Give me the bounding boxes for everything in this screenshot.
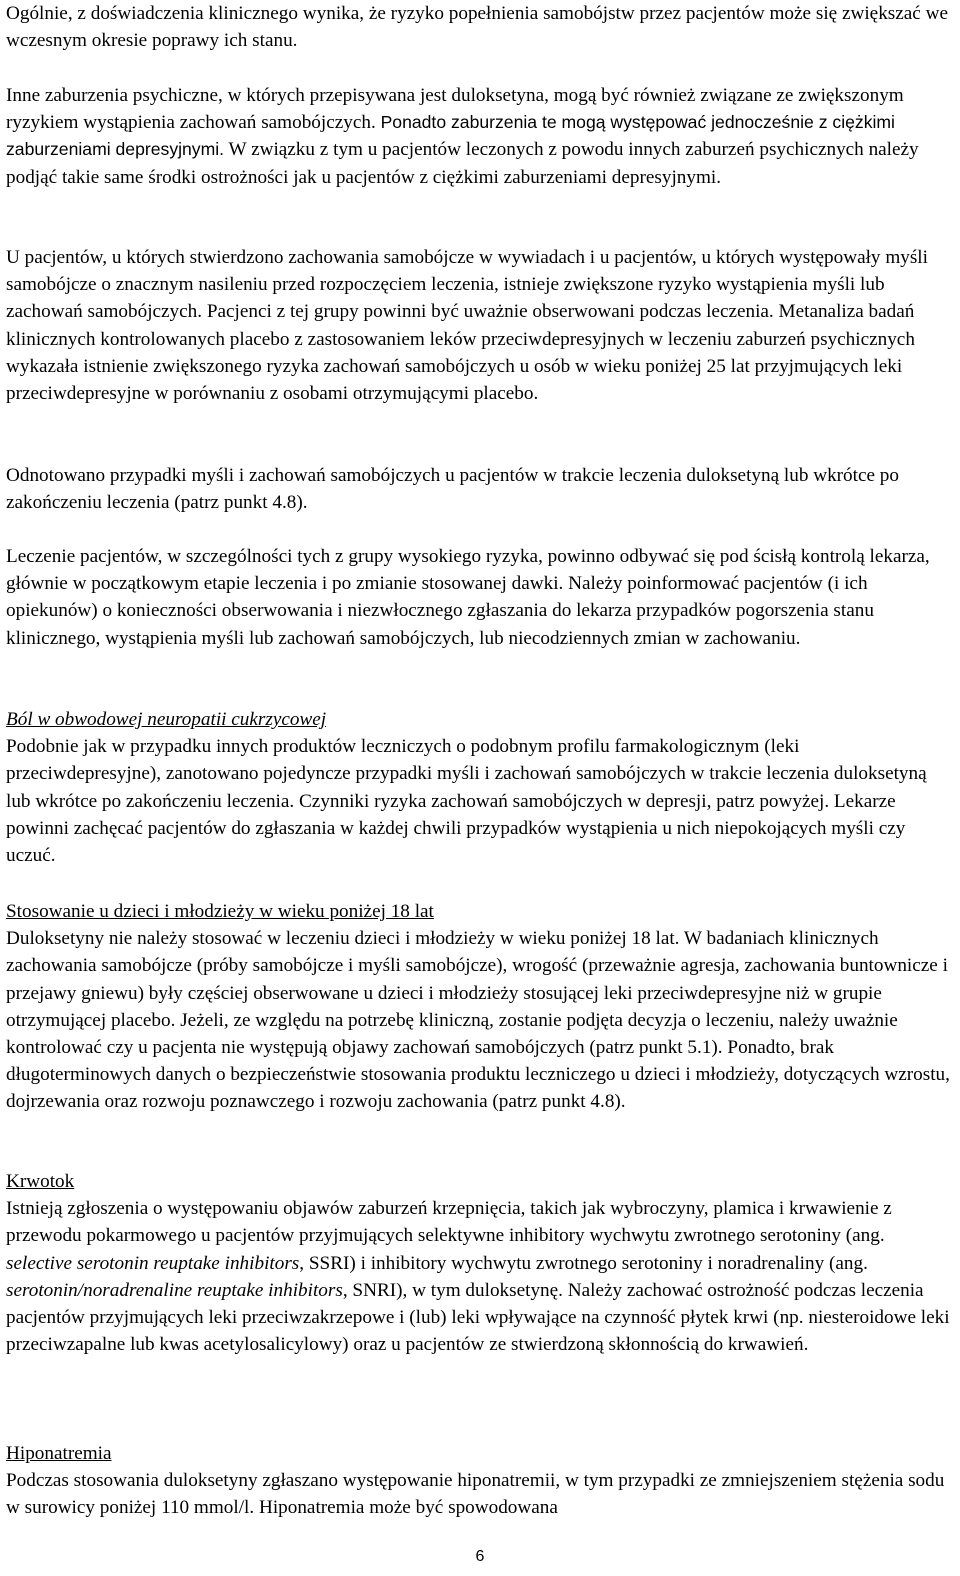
body-text: Istnieją zgłoszenia o występowaniu objawów zaburzeń krzepnięcia, takich jak wybroczyny, plamica i krwawienie z przewodu pokarmowego u pacjentów przyjmujących selektywne inhibitory wychwytu zwrotnego serotoniny (ang. — [6, 1198, 892, 1247]
paragraph-other-psychiatric-disorders — [6, 82, 950, 191]
section-heading: Ból w obwodowej neuropatii cukrzycowej — [6, 709, 327, 730]
paragraph-suicide-risk-early-improvement: Ogólnie, z doświadczenia klinicznego wynika, że ryzyko popełnienia samobójstw przez pacjentów może się zwiększać we wczesnym okresie poprawy ich stanu. — [6, 3, 948, 52]
section-heading: Krwotok — [6, 1171, 75, 1192]
section-body: Podobnie jak w przypadku innych produktów leczniczych o podobnym profilu farmakologicznym (leki przeciwdepresyjne), zanotowano pojedyncze przypadki myśli i zachowań samobójczych w trakcie leczenia duloksetyną lub wkrótce po zakończeniu leczenia. Czynniki ryzyka zachowań samobójczych w depresji, patrz powyżej. Lekarze powinni zachęcać pacjentów do zgłaszania w każdej chwili przypadków wystąpienia u nich niepokojących myśli czy uczuć. — [6, 736, 927, 867]
section-diabetic-neuropathy — [6, 706, 950, 869]
body-text: , SSRI) i inhibitory wychwytu zwrotnego serotoniny i noradrenaliny (ang. — [299, 1252, 868, 1274]
paragraph-text-sans: Ponadto zaburzenia te mogą występować jednocześnie z ciężkimi zaburzeniami depresyjnymi. — [6, 112, 895, 160]
section-paediatric-use — [6, 898, 950, 1116]
section-heading: Hiponatremia — [6, 1443, 112, 1464]
paragraph-text: Inne zaburzenia psychiczne, w których przepisywana jest duloksetyna, mogą być również związane ze zwiększonym ryzykiem wystąpienia zachowań samobójczych. — [6, 85, 904, 134]
body-text-italic: serotonin/noradrenaline reuptake inhibitors — [6, 1279, 343, 1301]
section-body — [6, 1195, 950, 1358]
section-heading: Stosowanie u dzieci i młodzieży w wieku poniżej 18 lat — [6, 901, 434, 922]
paragraph-close-supervision: Leczenie pacjentów, w szczególności tych z grupy wysokiego ryzyka, powinno odbywać się pod ścisłą kontrolą lekarza, głównie w początkowym etapie leczenia i po zmianie stosowanej dawki. Należy poinformować pacjentów (i ich opiekunów) o konieczności obserwowania i niezwłocznego zgłaszania do lekarza przypadków pogorszenia stanu klinicznego, wystąpienia myśli lub zachowań samobójczych, lub niecodziennych zmian w zachowaniu. — [6, 546, 930, 649]
body-text: , SNRI), w tym duloksetynę. Należy zachować ostrożność podczas leczenia pacjentów przyjmujących leki przeciwzakrzepowe i (lub) leki wpływające na czynność płytek krwi (np. niesteroidowe leki przeciwzapalne lub kwas acetylosalicylowy) oraz u pacjentów ze stwierdzoną skłonnością do krwawień. — [6, 1279, 950, 1356]
body-text-italic: selective serotonin reuptake inhibitors — [6, 1252, 300, 1274]
page-number: 6 — [475, 1548, 485, 1565]
section-hyponatraemia — [6, 1440, 950, 1522]
paragraph-text: W związku z tym u pacjentów leczonych z powodu innych zaburzeń psychicznych należy podjąć takie same środki ostrożności jak u pacjentów z ciężkimi zaburzeniami depresyjnymi. — [6, 139, 919, 188]
section-body: Duloksetyny nie należy stosować w leczeniu dzieci i młodzieży w wieku poniżej 18 lat. W badaniach klinicznych zachowania samobójcze (próby samobójcze i myśli samobójcze), wrogość (przeważnie agresja, zachowania buntownicze i przejawy gniewu) były częściej obserwowane u dzieci i młodzieży stosującej leki przeciwdepresyjne niż w grupie otrzymującej placebo. Jeżeli, ze względu na potrzebę kliniczną, zostanie podjęta decyzja o leczeniu, należy uważnie kontrolować czy u pacjenta nie występują objawy zachowań samobójczych (patrz punkt 5.1). Ponadto, brak długoterminowych danych o bezpieczeństwie stosowania produktu leczniczego u dzieci i młodzieży, dotyczących wzrostu, dojrzewania oraz rozwoju poznawczego i rozwoju zachowania (patrz punkt 4.8). — [6, 928, 950, 1113]
paragraph-reported-cases: Odnotowano przypadki myśli i zachowań samobójczych u pacjentów w trakcie leczenia duloksetyną lub wkrótce po zakończeniu leczenia (patrz punkt 4.8). — [6, 465, 899, 514]
paragraph-suicidal-history: U pacjentów, u których stwierdzono zachowania samobójcze w wywiadach i u pacjentów, u których występowały myśli samobójcze o znacznym nasileniu przed rozpoczęciem leczenia, istnieje zwiększone ryzyko wystąpienia myśli lub zachowań samobójczych. Pacjenci z tej grupy powinni być uważnie obserwowani podczas leczenia. Metanaliza badań klinicznych kontrolowanych placebo z zastosowaniem leków przeciwdepresyjnych w leczeniu zaburzeń psychicznych wykazała istnienie zwiększonego ryzyka zachowań samobójczych u osób w wieku poniżej 25 lat przyjmujących leki przeciwdepresyjne w porównaniu z osobami otrzymującymi placebo. — [6, 247, 928, 405]
section-body: Podczas stosowania duloksetyny zgłaszano występowanie hiponatremii, w tym przypadki ze zmniejszeniem stężenia sodu w surowicy poniżej 110 mmol/l. Hiponatremia może być spowodowana — [6, 1470, 945, 1519]
section-haemorrhage — [6, 1168, 950, 1358]
